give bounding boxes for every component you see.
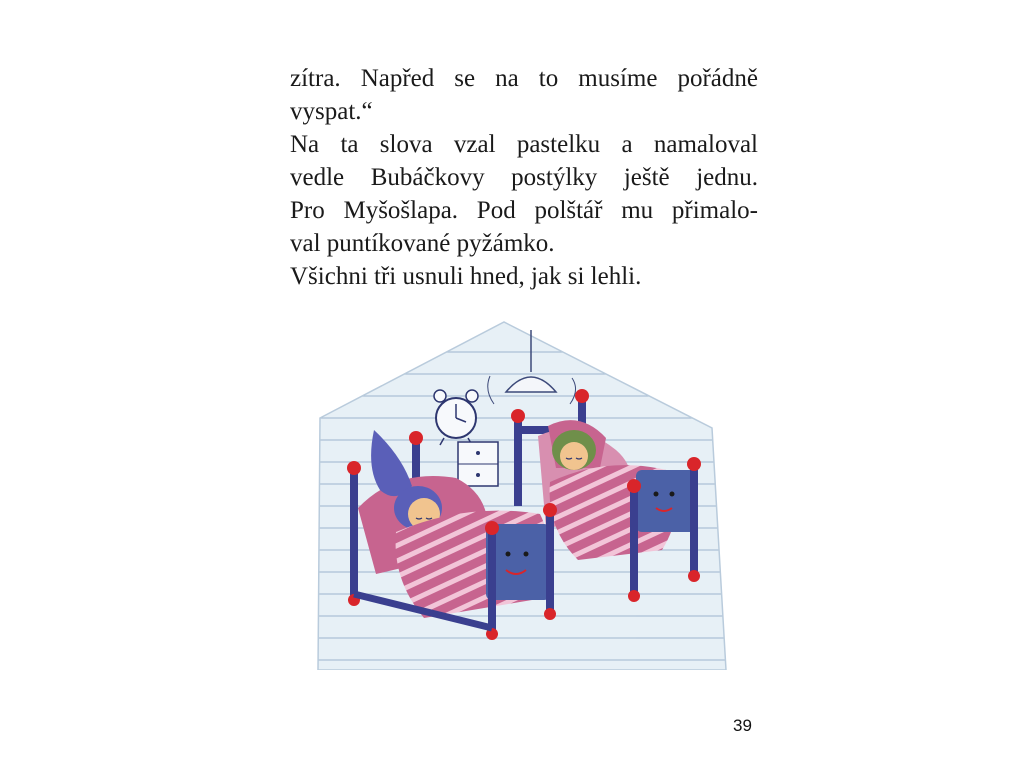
- text-line: Na ta slova vzal pastelku a namaloval: [290, 131, 758, 158]
- text-line: vyspat.“: [290, 98, 373, 125]
- bedroom-illustration: [316, 318, 728, 670]
- body-text: [290, 62, 758, 293]
- text-line: zítra. Napřed se na to musíme pořádně: [290, 65, 758, 92]
- text-line: val puntíkované pyžámko.: [290, 230, 555, 257]
- page-number: 39: [733, 716, 752, 735]
- text-line: Pro Myšošlapa. Pod polštář mu přimalo-: [290, 197, 758, 224]
- nightstand: [458, 442, 498, 486]
- text-line: Všichni tři usnuli hned, jak si lehli.: [290, 263, 642, 290]
- text-line: vedle Bubáčkovy postýlky ještě jednu.: [290, 164, 758, 191]
